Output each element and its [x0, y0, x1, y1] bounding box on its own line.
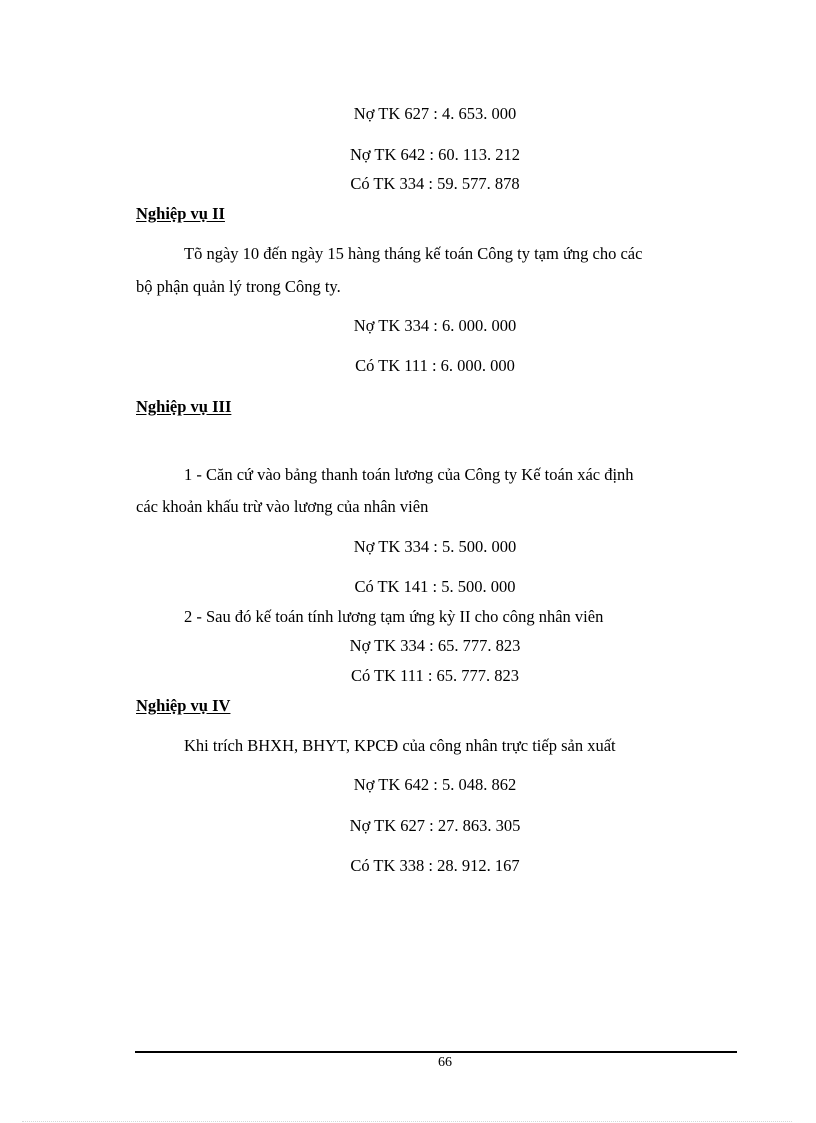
entry-credit-111-salary: Có TK 111 : 65. 777. 823 [350, 666, 520, 685]
paragraph-advance-line1: Tõ ngày 10 đến ngày 15 hàng tháng kế toán Công ty tạm ứng cho các [184, 244, 643, 263]
page-number: 66 [438, 1055, 452, 1070]
entry-credit-111-advance: Có TK 111 : 6. 000. 000 [355, 356, 515, 375]
paragraph-advance-line2: bộ phận quản lý trong Công ty. [136, 277, 341, 296]
entry-debit-642-insurance: Nợ TK 642 : 5. 048. 862 [353, 775, 517, 794]
entry-debit-642: Nợ TK 642 : 60. 113. 212 [349, 145, 521, 164]
entry-debit-627: Nợ TK 627 : 4. 653. 000 [353, 104, 517, 123]
entry-credit-338-insurance: Có TK 338 : 28. 912. 167 [350, 856, 520, 875]
entry-credit-141-deduction: Có TK 141 : 5. 500. 000 [354, 577, 516, 596]
heading-nghiep-vu-iv: Nghiệp vụ IV [136, 696, 231, 715]
footer-rule [135, 1051, 737, 1053]
page-edge-divider [22, 1121, 792, 1122]
heading-nghiep-vu-iii: Nghiệp vụ III [136, 397, 232, 416]
entry-debit-334-deduction: Nợ TK 334 : 5. 500. 000 [353, 537, 517, 556]
entry-debit-334-salary: Nợ TK 334 : 65. 777. 823 [349, 636, 521, 655]
entry-debit-627-insurance: Nợ TK 627 : 27. 863. 305 [349, 816, 521, 835]
entry-debit-334-advance: Nợ TK 334 : 6. 000. 000 [353, 316, 517, 335]
paragraph-deductions-line2: các khoản khấu trừ vào lương của nhân viên [136, 497, 429, 516]
paragraph-salary-advance: 2 - Sau đó kế toán tính lương tạm ứng kỳ II cho công nhân viên [184, 607, 604, 626]
paragraph-insurance: Khi trích BHXH, BHYT, KPCĐ của công nhân trực tiếp sản xuất [184, 736, 616, 755]
heading-nghiep-vu-ii: Nghiệp vụ II [136, 204, 225, 223]
entry-credit-334: Có TK 334 : 59. 577. 878 [350, 174, 520, 193]
paragraph-deductions-line1: 1 - Căn cứ vào bảng thanh toán lương của Công ty Kế toán xác định [184, 465, 634, 484]
